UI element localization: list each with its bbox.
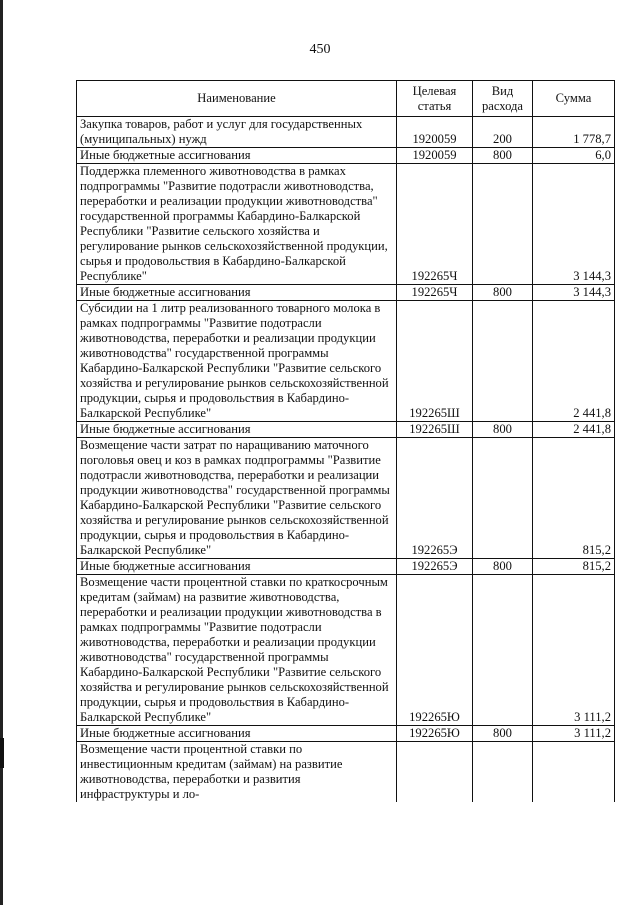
row-sum: 815,2 [533,559,615,575]
row-sum: 3 144,3 [533,164,615,285]
row-sum: 3 111,2 [533,575,615,726]
table-row [77,575,615,726]
row-name: Иные бюджетные ассигнования [77,148,397,164]
header-name: Наименование [77,81,397,117]
row-name: Возмещение части процентной ставки по инвестиционным кредитам (займам) на развитие животноводства, переработки и развития инфраструктуры и ло- [77,742,397,803]
header-code-line1: Целевая [412,83,457,98]
header-code [397,81,473,117]
header-type-line1: Вид [491,83,514,98]
row-type: 800 [473,148,533,164]
page-number: 450 [309,42,331,57]
row-type: 800 [473,726,533,742]
table-row [77,422,615,438]
row-sum: 3 144,3 [533,285,615,301]
row-code: 192265Ч [397,164,473,285]
row-sum: 815,2 [533,438,615,559]
row-code: 1920059 [397,117,473,148]
row-code: 192265Ч [397,285,473,301]
row-name: Иные бюджетные ассигнования [77,726,397,742]
row-type: 800 [473,285,533,301]
row-type [473,301,533,422]
row-name: Возмещение части процентной ставки по краткосрочным кредитам (займам) на развитие животноводства, переработки и реализации продукции животноводства в рамках подпрограммы "Развитие подотрасли животноводства, переработки и реализации продукции животноводства" государственной программы Кабардино-Балкарской Республики "Развитие сельского хозяйства и регулирование рынков сельскохозяйственной продукции, сырья и продовольствия в Кабардино-Балкарской Республике" [77,575,397,726]
table-row [77,742,615,803]
table-row [77,117,615,148]
row-code: 1920059 [397,148,473,164]
row-sum: 1 778,7 [533,117,615,148]
row-sum: 2 441,8 [533,301,615,422]
header-code-line2: статья [417,98,452,113]
row-type [473,164,533,285]
table-row [77,726,615,742]
row-name: Иные бюджетные ассигнования [77,285,397,301]
header-type [473,81,533,117]
row-name: Поддержка племенного животноводства в рамках подпрограммы "Развитие подотрасли животноводства, переработки и реализации продукции животноводства" государственной программы Кабардино-Балкарской Республики "Развитие сельского хозяйства и регулирование рынков сельскохозяйственной продукции, сырья и продовольствия в Кабардино-Балкарской Республике" [77,164,397,285]
row-type: 200 [473,117,533,148]
row-sum: 6,0 [533,148,615,164]
row-type [473,575,533,726]
row-type [473,438,533,559]
table-row [77,438,615,559]
row-code: 192265Ю [397,575,473,726]
table-header-row [77,81,615,117]
row-sum [533,742,615,803]
row-code: 192265Э [397,438,473,559]
budget-table [76,80,615,802]
row-type: 800 [473,559,533,575]
row-name: Иные бюджетные ассигнования [77,559,397,575]
table-row [77,301,615,422]
header-type-line2: расхода [481,98,524,113]
row-code [397,742,473,803]
table-row [77,164,615,285]
row-type: 800 [473,422,533,438]
row-name: Закупка товаров, работ и услуг для государственных (муниципальных) нужд [77,117,397,148]
table-row [77,285,615,301]
row-name: Иные бюджетные ассигнования [77,422,397,438]
row-code: 192265Ш [397,301,473,422]
scan-mark [0,738,4,768]
row-sum: 3 111,2 [533,726,615,742]
scan-edge [0,0,3,905]
row-name: Возмещение части затрат по наращиванию маточного поголовья овец и коз в рамках подпрограммы "Развитие подотрасли животноводства, переработки и реализации продукции животноводства" государственной программы Кабардино-Балкарской Республики "Развитие сельского хозяйства и регулирование рынков сельскохозяйственной продукции, сырья и продовольствия в Кабардино-Балкарской Республике" [77,438,397,559]
row-name: Субсидии на 1 литр реализованного товарного молока в рамках подпрограммы "Развитие подотрасли животноводства, переработки и реализации продукции животноводства" государственной программы Кабардино-Балкарской Республики "Развитие сельского хозяйства и регулирование рынков сельскохозяйственной продукции, сырья и продовольствия в Кабардино-Балкарской Республике" [77,301,397,422]
row-type [473,742,533,803]
table-row [77,148,615,164]
row-code: 192265Э [397,559,473,575]
row-sum: 2 441,8 [533,422,615,438]
header-sum: Сумма [533,81,615,117]
row-code: 192265Ш [397,422,473,438]
row-code: 192265Ю [397,726,473,742]
table-row [77,559,615,575]
